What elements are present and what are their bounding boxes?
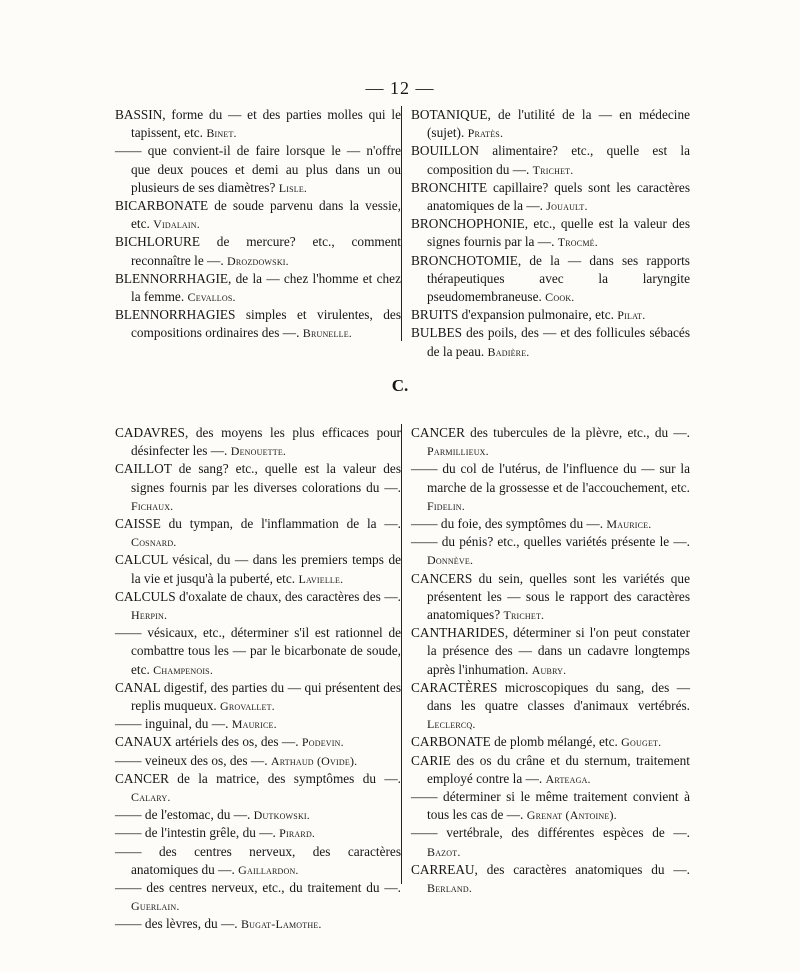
index-entry — [409, 788, 690, 824]
index-entry — [409, 533, 690, 569]
entry-text: BICARBONATE de soude parvenu dans la vessie, etc. — [115, 198, 401, 232]
entry-author: Pratès. — [467, 126, 504, 141]
column-left — [115, 106, 401, 343]
index-entry — [115, 460, 401, 515]
entry-text: —— du pénis? etc., quelles variétés présente le —. — [411, 534, 690, 550]
entry-author: Trichet. — [503, 608, 545, 623]
index-entry — [115, 197, 401, 233]
entry-author: Gouget. — [621, 735, 662, 750]
index-entry — [409, 624, 690, 679]
index-entry — [409, 142, 690, 178]
index-entry — [115, 142, 401, 197]
entry-text: CAILLOT de sang? etc., quelle est la valeur des signes fournis par les diverses colorations du —. — [115, 461, 401, 495]
entry-text: BLENNORRHAGIE, de la — chez l'homme et chez la femme. — [115, 270, 401, 305]
index-entry — [115, 106, 401, 142]
entry-author: Gaillardon. — [238, 862, 299, 877]
index-entry — [115, 515, 401, 551]
entry-text: —— des lèvres, du —. — [115, 916, 241, 932]
entry-text: BRONCHOPHONIE, etc., quelle est la valeur des signes fournis par la —. — [411, 216, 690, 250]
entry-author: Fichaux. — [131, 498, 174, 513]
index-entry — [409, 861, 690, 897]
entry-author: Champenois. — [153, 662, 214, 677]
index-entry — [115, 806, 401, 824]
entry-author: Bazot. — [427, 844, 461, 859]
column-divider — [401, 106, 402, 341]
entry-author: Cevallos. — [187, 290, 236, 305]
entry-author: Vidalain. — [153, 217, 200, 232]
column-right — [405, 424, 690, 897]
index-entry — [409, 824, 690, 860]
entry-text: —— veineux des os, des —. — [115, 752, 271, 768]
entry-text: —— de l'estomac, du —. — [115, 807, 254, 823]
index-entry — [115, 551, 401, 587]
entry-text: BRUITS d'expansion pulmonaire, etc. — [411, 307, 618, 323]
index-entry — [115, 824, 401, 842]
entry-text: BOUILLON alimentaire? etc., quelle est la composition du —. — [411, 143, 690, 177]
entry-author: Denouette. — [230, 444, 287, 459]
page-number: — 12 — — [365, 78, 435, 98]
entry-text: CARBONATE de plomb mélangé, etc. — [411, 734, 622, 750]
index-entry — [115, 770, 401, 806]
index-entry — [115, 879, 401, 915]
entry-text: CANAL digestif, des parties du — qui présentent des replis muqueux. — [115, 679, 401, 714]
entry-author: Grovallet. — [220, 699, 275, 714]
entry-text: BICHLORURE de mercure? etc., comment reconnaître le —. — [115, 234, 401, 268]
entry-author: Trichet. — [532, 162, 574, 177]
index-entry — [409, 306, 690, 324]
entry-text: BULBES des poils, des — et des follicules sébacés de la peau. — [411, 325, 690, 359]
section-letter-heading: C. — [391, 376, 409, 395]
entry-text: —— vésicaux, etc., déterminer s'il est rationnel de combattre tous les — par le bicarbonate de soude, etc. — [115, 625, 401, 677]
entry-text: BRONCHITE capillaire? quels sont les caractères anatomiques de la —. — [411, 179, 690, 214]
entry-author: Fidelin. — [427, 498, 465, 513]
index-entry — [409, 324, 690, 360]
entry-text: CANTHARIDES, déterminer si l'on peut constater la présence des — dans un cadavre longtemps après l'inhumation. — [411, 625, 690, 677]
column-divider — [401, 424, 402, 884]
entry-text: CANAUX artériels des os, des —. — [115, 734, 302, 750]
entry-author: Aubry. — [531, 662, 567, 677]
entry-text: CARIE des os du crâne et du sternum, traitement employé contre la —. — [411, 752, 690, 786]
entry-text: CALCULS d'oxalate de chaux, des caractères des —. — [115, 588, 401, 604]
entry-author: Berland. — [427, 881, 473, 896]
column-right — [405, 106, 690, 361]
entry-author: Badière. — [487, 344, 530, 359]
entry-author: Podevin. — [301, 735, 344, 750]
index-entry — [115, 424, 401, 460]
entry-text: CALCUL vésical, du — dans les premiers temps de la vie et jusqu'à la puberté, etc. — [115, 552, 401, 586]
index-entry — [115, 915, 401, 933]
entry-author: Donnève. — [427, 553, 474, 568]
entry-author: Maurice. — [231, 717, 277, 732]
entry-author: Brunelle. — [302, 326, 352, 341]
entry-text: CANCERS du sein, quelles sont les variétés que présentent les — sous le rapport des caractères anatomiques? — [411, 570, 690, 623]
index-entry — [409, 424, 690, 460]
index-entry — [115, 270, 401, 306]
entry-text: —— du col de l'utérus, de l'influence du — sur la marche de la grossesse et de l'accouchement, etc. — [411, 461, 690, 495]
index-entry — [115, 306, 401, 342]
index-entry — [115, 624, 401, 679]
entry-author: Drozdowski. — [227, 253, 289, 268]
index-entry — [409, 679, 690, 734]
entry-author: Parmillieux. — [427, 444, 489, 459]
entry-text: BOTANIQUE, de l'utilité de la — en médecine (sujet). — [411, 107, 690, 141]
entry-text: —— de l'intestin grêle, du —. — [115, 825, 280, 841]
entry-text: —— des centres nerveux, des caractères anatomiques du —. — [115, 843, 401, 877]
index-entry — [115, 715, 401, 733]
entry-text: —— déterminer si le même traitement convient à tous les cas de —. — [411, 789, 690, 823]
entry-author: Bugat-Lamothe. — [240, 917, 322, 932]
index-entry — [409, 179, 690, 215]
entry-author: Leclercq. — [427, 717, 476, 732]
entry-author: Calary. — [131, 790, 171, 805]
entry-author: Lavielle. — [298, 571, 344, 586]
entry-text: CARREAU, des caractères anatomiques du —. — [411, 861, 690, 877]
entry-text: BLENNORRHAGIES simples et virulentes, des compositions ordinaires des —. — [115, 307, 401, 341]
entry-text: CAISSE du tympan, de l'inflammation de la —. — [115, 516, 401, 532]
entry-author: Cosnard. — [131, 535, 177, 550]
entry-author: Maurice. — [606, 517, 652, 532]
entry-text: CANCER de la matrice, des symptômes du —. — [115, 770, 401, 786]
index-entry — [115, 679, 401, 715]
index-entry — [115, 752, 401, 770]
entry-author: Dutkowski. — [253, 808, 310, 823]
entry-text: CANCER des tubercules de la plèvre, etc., du —. — [411, 425, 690, 440]
entry-text: —— du foie, des symptômes du —. — [411, 516, 607, 532]
entry-author: Arteaga. — [545, 771, 591, 786]
entry-author: Cook. — [545, 290, 575, 305]
index-entry — [409, 215, 690, 251]
entry-author: Jouault. — [546, 199, 588, 214]
index-entry — [409, 106, 690, 142]
index-section-c — [115, 424, 690, 932]
entry-author: Trocmé. — [557, 235, 598, 250]
index-entry — [115, 733, 401, 751]
index-entry — [115, 233, 401, 269]
entry-text: CARACTÈRES microscopiques du sang, des — dans les quatre classes d'animaux vertébrés. — [411, 679, 690, 714]
index-entry — [115, 588, 401, 624]
entry-author: Pilat. — [617, 308, 646, 323]
index-entry — [409, 752, 690, 788]
entry-author: Grenat (Antoine). — [526, 808, 617, 823]
index-entry — [409, 460, 690, 515]
entry-author: Binet. — [206, 126, 237, 141]
index-entry — [115, 843, 401, 879]
entry-text: BASSIN, forme du — et des parties molles qui le tapissent, etc. — [115, 107, 401, 141]
entry-author: Herpin. — [131, 608, 168, 623]
index-entry — [409, 252, 690, 307]
entry-text: CADAVRES, des moyens les plus efficaces pour désinfecter les —. — [115, 425, 401, 459]
entry-text: —— inguinal, du —. — [115, 716, 232, 732]
index-entry — [409, 570, 690, 625]
index-section-b — [115, 106, 690, 359]
entry-text: —— vertébrale, des différentes espèces de —. — [411, 825, 690, 841]
entry-text: BRONCHOTOMIE, de la — dans ses rapports thérapeutiques avec la laryngite pseudomembraneuse. — [411, 252, 690, 305]
entry-author: Pirard. — [279, 826, 316, 841]
entry-author: Lisle. — [278, 180, 308, 195]
index-entry — [409, 515, 690, 533]
entry-author: Arthaud (Ovide). — [270, 753, 358, 768]
entry-text: —— des centres nerveux, etc., du traitement du —. — [115, 880, 401, 896]
index-entry — [409, 733, 690, 751]
column-left — [115, 424, 401, 934]
entry-text: —— que convient-il de faire lorsque le — n'offre que deux pouces et demi au plus dans un ou plusieurs de ses diamètres? — [115, 143, 401, 195]
entry-author: Guerlain. — [131, 899, 180, 914]
